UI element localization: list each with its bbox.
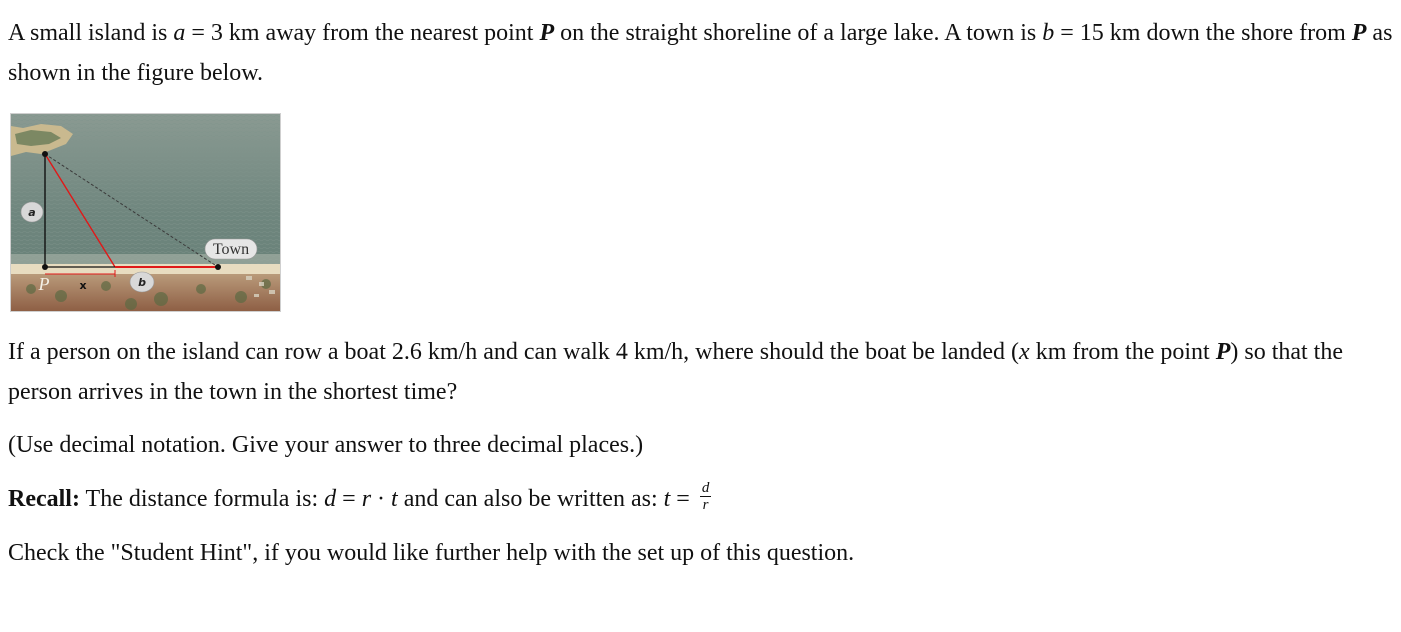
equals-sign: = xyxy=(670,486,696,512)
recall-formula xyxy=(8,479,1393,519)
fraction-denominator: r xyxy=(702,496,709,513)
question-text-2: km from the point xyxy=(1029,339,1216,365)
recall-text-2: and can also be written as: xyxy=(397,486,664,512)
intro-text-4: = 15 km down the shore from xyxy=(1054,20,1352,46)
lake-figure-svg xyxy=(11,114,281,312)
label-town: Town xyxy=(212,241,250,258)
var-P: P xyxy=(1215,339,1231,365)
problem-intro xyxy=(8,13,1393,93)
town-point xyxy=(215,264,221,270)
hint-note: Check the "Student Hint", if you would like further help with the set up of this question. xyxy=(8,540,855,566)
problem-question xyxy=(8,332,1393,412)
var-r: r xyxy=(361,486,372,512)
island-point xyxy=(42,151,48,157)
label-b: b xyxy=(138,276,146,289)
question-text-3: ) so that the person arrives in the town in the shortest time? xyxy=(8,339,1343,405)
point-P xyxy=(42,264,48,270)
label-P: P xyxy=(38,274,50,294)
label-a: a xyxy=(28,206,36,219)
fraction-d-over-r xyxy=(700,480,712,513)
intro-text-1: A small island is xyxy=(8,20,174,46)
recall-text-1: The distance formula is: xyxy=(79,486,325,512)
var-P: P xyxy=(539,20,555,46)
intro-text-5: as shown in the figure below. xyxy=(8,20,1393,86)
label-x: x xyxy=(79,279,87,292)
var-P: P xyxy=(1351,20,1367,46)
var-b: b xyxy=(1042,20,1055,46)
question-text-1: If a person on the island can row a boat 2.6 km/h and can walk 4 km/h, where should the boat be landed ( xyxy=(8,339,1020,365)
var-t: t xyxy=(391,486,398,512)
instruction-note: (Use decimal notation. Give your answer to three decimal places.) xyxy=(8,432,644,458)
intro-text-2: = 3 km away from the nearest point xyxy=(185,20,540,46)
var-x: x xyxy=(1019,339,1030,365)
var-t: t xyxy=(663,486,671,512)
intro-text-3: on the straight shoreline of a large lake. A town is xyxy=(554,20,1043,46)
var-a: a xyxy=(173,20,186,46)
dot-operator: · xyxy=(371,486,392,512)
lake-figure xyxy=(10,113,281,312)
fraction-numerator: d xyxy=(701,479,710,496)
equals-sign: = xyxy=(336,486,362,512)
var-d: d xyxy=(324,486,337,512)
recall-label: Recall: xyxy=(8,486,80,512)
